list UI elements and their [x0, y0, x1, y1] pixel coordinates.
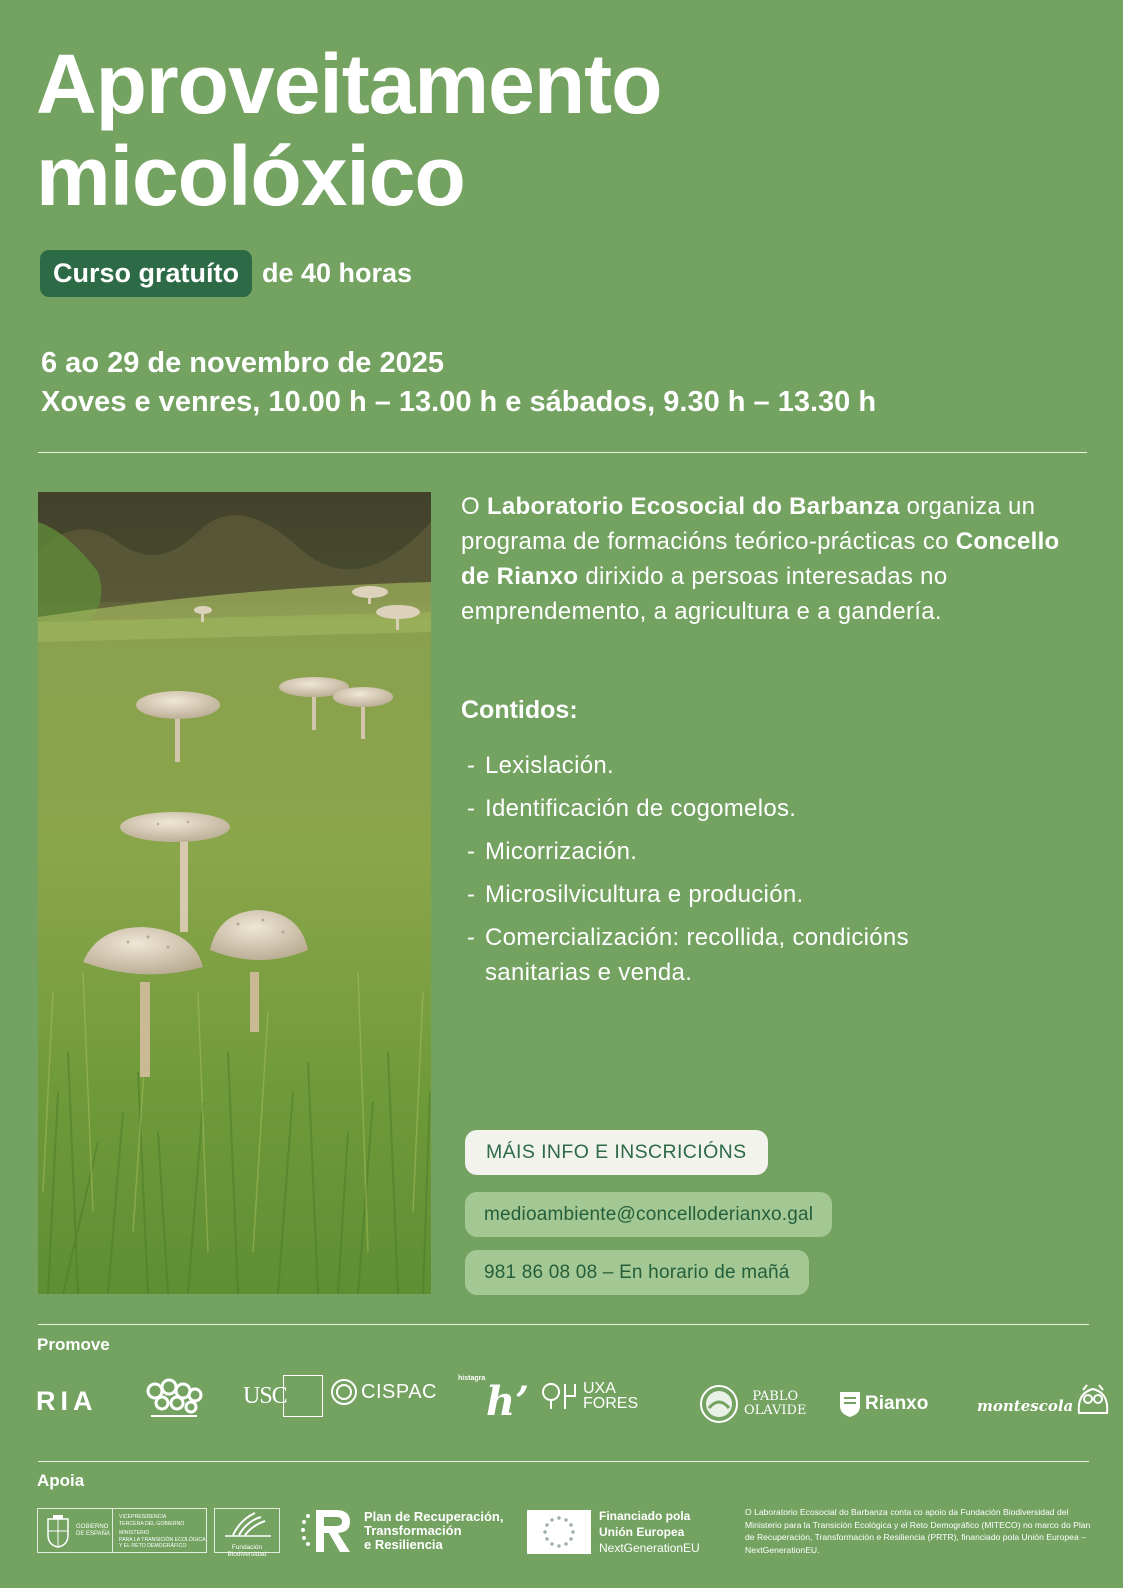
eu-line-1: Financiado pola [599, 1509, 691, 1523]
eu-text [599, 1508, 700, 1556]
list-item: - Lexislación. [467, 748, 1067, 783]
pablo-olavide-text [744, 1390, 806, 1418]
list-item: - Microsilvicultura e produción. [467, 877, 1067, 912]
cispac-text: CISPAC [361, 1380, 437, 1403]
prtr-logo [300, 1508, 503, 1554]
fundacion-text: Fundación Biodiversidad [227, 1544, 267, 1558]
list-item: - Identificación de cogomelos. [467, 791, 1067, 826]
schedule [41, 344, 876, 422]
prtr-line-2: Transformación [364, 1523, 462, 1538]
uxa-fores-logo [541, 1381, 638, 1411]
eu-flag-icon [527, 1510, 591, 1554]
mushroom-photo [38, 492, 431, 1294]
free-course-badge: Curso gratuíto [40, 250, 252, 297]
prtr-line-1: Plan de Recuperación, [364, 1509, 504, 1524]
prtr-text [364, 1510, 503, 1552]
ministry-line-2: TERCERA DEL GOBIERNO [119, 1520, 185, 1527]
grass-icon [215, 1509, 281, 1539]
gobierno-logo [37, 1508, 207, 1553]
course-subtitle [40, 249, 412, 297]
list-item-text: Microsilvicultura e produción. [485, 881, 804, 908]
pablo-text: PABLO [752, 1389, 799, 1404]
prtr-icon [300, 1508, 356, 1554]
prtr-line-3: e Resiliencia [364, 1537, 443, 1552]
title-line-2: micolóxico [36, 129, 465, 223]
montescola-text: montescola [977, 1397, 1074, 1415]
list-item: - Comercialización: recollida, condicións sanitarias e venda. [467, 920, 1067, 990]
cispac-icon [330, 1377, 358, 1407]
intro-text-2: organiza un programa de formacións teórico-prácticas co [461, 493, 1036, 555]
more-info-button[interactable]: MÁIS INFO E INSCRICIÓNS [465, 1130, 768, 1175]
divider-top [38, 452, 1087, 453]
email-link[interactable]: medioambiente@concelloderianxo.gal [465, 1192, 832, 1237]
histagra-h-mark: h’ [486, 1378, 530, 1425]
ministry-text [113, 1509, 206, 1552]
eu-line-3: NextGenerationEU [599, 1541, 700, 1555]
plataforma-icon [145, 1375, 203, 1421]
partner-name: Concello de Rianxo [461, 528, 1060, 590]
rianxo-logo [838, 1390, 928, 1418]
olavide-text: OLAVIDE [744, 1403, 807, 1418]
ministry-line-4: PARA LA TRANSICIÓN ECOLÓGICA [119, 1536, 206, 1543]
ria-logo: RIA [36, 1386, 98, 1416]
intro-text-1: O [461, 493, 487, 520]
usc-text: USC [243, 1382, 287, 1409]
list-item-text: Identificación de cogomelos. [485, 795, 797, 822]
usc-logo [243, 1375, 323, 1417]
ministry-line-5: Y EL RETO DEMOGRÁFICO [119, 1543, 187, 1549]
list-item-text: Micorrización. [485, 838, 638, 865]
rianxo-text: Rianxo [865, 1393, 929, 1414]
course-dates: 6 ao 29 de novembro de 2025 [41, 347, 444, 379]
gobierno-line-1: GOBIERNO [76, 1523, 109, 1530]
eu-line-2: Unión Europea [599, 1525, 685, 1539]
rianxo-shield-icon [838, 1390, 862, 1418]
montescola-logo [977, 1383, 1113, 1417]
intro-paragraph [461, 489, 1081, 629]
eu-logo [527, 1508, 700, 1556]
owl-icon [1073, 1383, 1113, 1417]
fundacion-biodiversidad-logo [214, 1508, 280, 1558]
contents-list [467, 748, 1067, 998]
uxa-text: UXA [583, 1380, 616, 1397]
gobierno-block [38, 1509, 113, 1552]
histagra-text: histagra [458, 1375, 486, 1382]
coat-of-arms-icon [43, 1513, 73, 1549]
promove-label: Promove [37, 1335, 110, 1354]
tree-icon [541, 1382, 579, 1410]
fores-text: FORES [583, 1395, 639, 1412]
uxa-fores-text [583, 1381, 638, 1411]
list-item-text: Comercialización: recollida, condicións sanitarias e venda. [485, 924, 909, 986]
olavide-seal-icon [699, 1384, 739, 1424]
ministry-line-1: VICEPRESIDENCIA [119, 1514, 167, 1520]
usc-emblem [283, 1375, 323, 1417]
list-item-text: Lexislación. [485, 752, 615, 779]
intro-text-3: dirixido a persoas interesadas no emprendemento, a agricultura e a gandería. [461, 563, 948, 625]
course-duration: de 40 horas [262, 257, 413, 288]
parasol-mushrooms-illustration [38, 492, 431, 1294]
list-item: - Micorrización. [467, 834, 1067, 869]
apoia-label: Apoia [37, 1471, 85, 1490]
phone-link[interactable]: 981 86 08 08 – En horario de mañá [465, 1250, 809, 1295]
pablo-olavide-logo [699, 1384, 806, 1424]
histagra-logo [458, 1375, 528, 1425]
ministry-line-3: MINISTERIO [119, 1530, 150, 1536]
divider-promove [38, 1324, 1089, 1325]
page-title [36, 38, 936, 222]
plataforma-logo [145, 1375, 203, 1426]
funding-note: O Laboratorio Ecosocial do Barbanza conta co apoio da Fundación Biodiversidad del Ministerio para la Transición Ecológica y el Reto Demográfico (MITECO) no marco do Plan de Recuperación, Transformación e Resiliencia (PRTR), financiado pola Unión Europea – NextGenerationEU. [745, 1507, 1091, 1555]
contents-heading: Contidos: [461, 696, 578, 724]
gobierno-text [76, 1524, 110, 1538]
cispac-logo [330, 1377, 437, 1407]
organizer-name: Laboratorio Ecosocial do Barbanza [486, 493, 900, 520]
gobierno-line-2: DE ESPAÑA [76, 1530, 110, 1537]
title-line-1: Aproveitamento [36, 37, 662, 131]
divider-apoia [38, 1461, 1089, 1462]
course-hours: Xoves e venres, 10.00 h – 13.00 h e sábados, 9.30 h – 13.30 h [41, 386, 877, 418]
